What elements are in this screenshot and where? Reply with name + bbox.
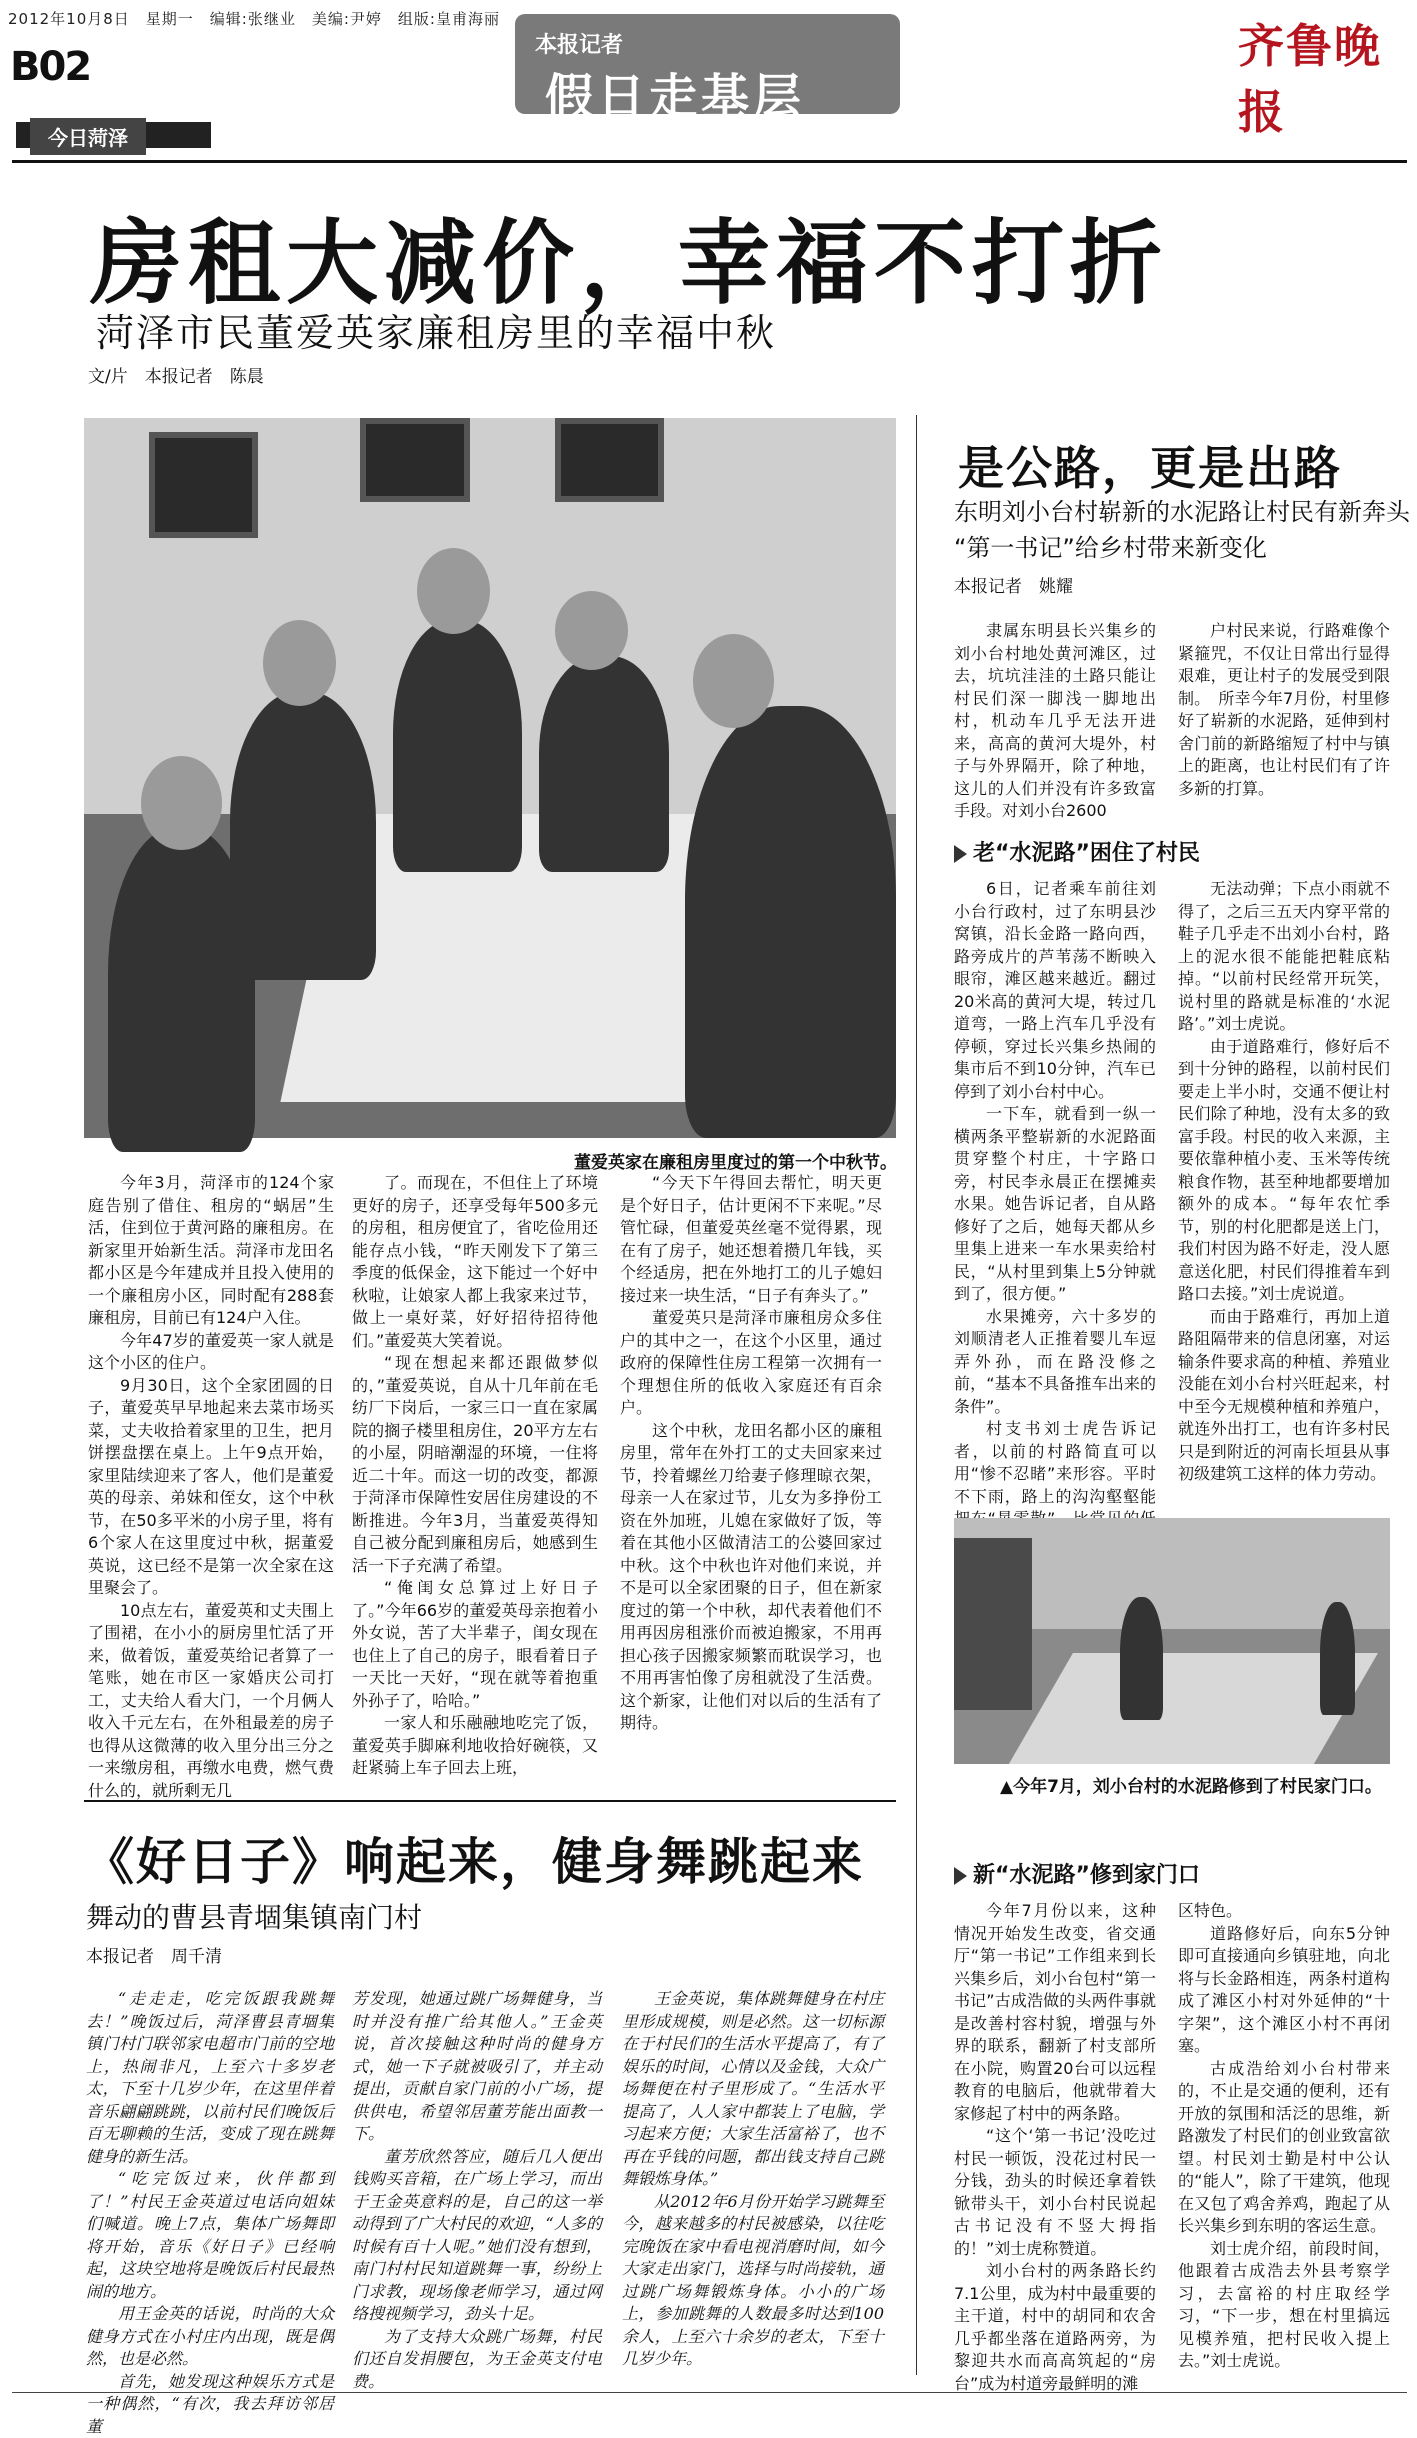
photo-face [263,620,336,706]
paragraph: 了。而现在，不但住上了环境更好的房子，还享受每年500多元的房租，租房便宜了，省吃俭用还能存点小钱，“昨天刚发下了第三季度的低保金，这下能过一个好中秋啦，让娘家人都上我家来过节，做上一桌好菜，好好招待招待他们。”董爱英大笑着说。 [352,1172,598,1352]
paragraph: “今天下午得回去帮忙，明天更是个好日子，估计更闲不下来呢。”尽管忙碌，但董爱英丝毫不觉得累，现在有了房子，她还想着攒几年钱，买个经适房，把在外地打工的儿子媳妇接过来一块生活，“日子有奔头了。” [620,1172,882,1307]
article1-photo-caption: 董爱英家在廉租房里度过的第一个中秋节。 [574,1148,897,1173]
paragraph: 董芳欣然答应，随后几人便出钱购买音箱，在广场上学习，而出于王金英意料的是，自己的这一举动得到了广大村民的欢迎，“人多的时候有百十人呢。”她们没有想到，南门村村民知道跳舞一事，纷纷上门求教，现场像老师学习，通过网络搜视频学习，劲头十足。 [352,2146,602,2326]
paragraph: 今年7月份以来，这种情况开始发生改变，省交通厅“第一书记”工作组来到长兴集乡后，刘小台包村“第一书记”古成浩做的头两件事就是改善村容村貌，增强与外界的联系，翻新了村支部所在小院，购置20台可以远程教育的电脑后，他就带着大家修起了村中的两条路。 [954,1900,1156,2125]
paragraph: “吃完饭过来，伙伴都到了！”村民王金英道过电话向姐妹们喊道。晚上7点，集体广场舞即将开始，音乐《好日子》已经响起，这块空地将是晚饭后村民最热闹的地方。 [86,2168,334,2303]
photo-frame [360,418,469,502]
paragraph: 10点左右，董爱英和丈夫围上了围裙，在小小的厨房里忙活了开来，做着饭，董爱英给记者算了一笔账，她在市区一家婚庆公司打工，丈夫给人看大门，一个月俩人收入千元左右，在外租最差的房子也得从这微薄的收入里分出三分之一来缴房租，再缴水电费，燃气费什么的，就所剩无几 [88,1600,334,1803]
article1-byline: 文/片 本报记者 陈晨 [88,362,264,387]
newspaper-logo: 齐鲁晚报 [1238,10,1417,142]
article2-intro-col-1 [954,620,1156,816]
article3-column-1 [86,1988,334,2380]
footer-rule [12,2392,1407,2393]
photo-person [685,706,896,1138]
article3-headline: 《好日子》响起来，健身舞跳起来 [84,1822,864,1894]
article1-column-3 [620,1172,882,1772]
article2-subhead-2 [954,1858,1200,1889]
article2-subhead-1 [954,836,1200,867]
article2-subheadline-2: “第一书记”给乡村带来新变化 [954,528,1267,563]
article2-headline: 是公路，更是出路 [958,432,1342,498]
page-number: B02 [10,44,90,90]
photo-worker [1120,1597,1164,1720]
article1-subheadline: 菏泽市民董爱英家廉租房里的幸福中秋 [96,302,776,357]
paragraph: 刘士虎介绍，前段时间，他跟着古成浩去外县考察学习，去富裕的村庄取经学习，“下一步，想在村里搞远见模养殖，把村民收入提上去。”刘士虎说。 [1178,2238,1390,2373]
paragraph: 而由于路难行，再加上道路阻隔带来的信息闭塞，对运输条件要求高的种植、养殖业没能在刘小台村兴旺起来，村中至今无规模种植和养殖户，就连外出打工，也有许多村民只是到附近的河南长垣县从事初级建筑工这样的体力劳动。 [1178,1306,1390,1486]
paragraph: “现在想起来都还跟做梦似的，”董爱英说，自从十几年前在毛纺厂下岗后，一家三口一直在家属院的搁子楼里租房住，20平方左右的小屋，阴暗潮湿的环境，一住将近二十年。而这一切的改变，都源于菏泽市保障性安居住房建设的不断推进。今年3月，当董爱英得知自己被分配到廉租房后，她感到生活一下子充满了希望。 [352,1352,598,1577]
paragraph: 芳发现，她通过跳广场舞健身，当时并没有推广给其他人。”王金英说，首次接触这种时尚的健身方式，她一下子就被吸引了，并主动提出，贡献自家门前的小广场，提供供电，希望邻居董芳能出面教一下。 [352,1988,602,2146]
paragraph: 一家人和乐融融地吃完了饭，董爱英手脚麻利地收拾好碗筷，又赶紧骑上车子回去上班， [352,1712,598,1780]
paragraph: “俺闺女总算过上好日子了。”今年66岁的董爱英母亲抱着小外女说，苦了大半辈子，闺女现在也住上了自己的房子，眼看着日子一天比一天好，“现在就等着抱重外孙子了，哈哈。” [352,1577,598,1712]
paragraph: 这个中秋，龙田名都小区的廉租房里，常年在外打工的丈夫回家来过节，拎着螺丝刀给妻子修理晾衣架，母亲一人在家过节，儿女为多挣份工资在外加班，儿媳在家做好了饭，等着在其他小区做清洁工的公婆回家过中秋。这个中秋也许对他们来说，并不是可以全家团聚的日子，但在新家度过的第一个中秋，却代表着他们不用再因房租涨价而被迫搬家，不用再担心孩子因搬家频繁而耽误学习，也不用再害怕像了房租就没了生活费。这个新家，让他们对以后的生活有了期待。 [620,1420,882,1735]
photo-face [693,634,774,728]
subhead-text: 新“水泥路”修到家门口 [973,1863,1200,1888]
paragraph: 由于道路难行，修好后不到十分钟的路程，以前村民们要走上半小时，交通不便让村民们除了种地，没有太多的致富手段。村民的收入来源，主要依靠种植小麦、玉米等传统粮食作物，甚至种地都要增加额外的成本。“每年农忙季节，别的村化肥都是送上门，我们村因为路不好走，没人愿意送化肥，村民们得推着车到路口去接。”刘士虎说道。 [1178,1036,1390,1306]
photo-person [539,656,669,872]
banner-big-text: 假日走基层 [545,58,805,127]
article3-subheadline: 舞动的曹县青堌集镇南门村 [86,1896,422,1936]
article-separator [84,1800,896,1802]
paragraph: 今年3月，菏泽市的124个家庭告别了借住、租房的“蜗居”生活，住到位于黄河路的廉租房。在新家里开始新生活。菏泽市龙田名都小区是今年建成并且投入使用的一个廉租房小区，同时配有288套廉租房，目前已有124户入住。 [88,1172,334,1330]
article2-sec2-col-2 [1178,1900,1390,2380]
paragraph: 一下车，就看到一纵一横两条平整崭新的水泥路面贯穿整个村庄，十字路口旁，村民李永晨正在摆摊卖水果。她告诉记者，自从路修好了之后，她每天都从乡里集上进来一车水果卖给村民，“从村里到集上5分钟就到了，很方便。” [954,1103,1156,1306]
photo-wall [954,1538,1032,1710]
paragraph: “这个‘第一书记’没吃过村民一顿饭，没花过村民一分钱，劲头的时候还拿着铁锨带头干，刘小台村民说起古书记没有不竖大拇指的！”刘士虎称赞道。 [954,2125,1156,2260]
article3-column-2 [352,1988,602,2380]
article1-photo [84,418,896,1138]
subhead-text: 老“水泥路”困住了村民 [973,841,1200,866]
article2-photo [954,1518,1390,1764]
paragraph: 道路修好后，向东5分钟即可直接通向乡镇驻地，向北将与长金路相连，两条村道构成了滩区小村对外延伸的“十字架”，这个滩区小村不再闭塞。 [1178,1923,1390,2058]
banner-small-text: 本报记者 [535,28,623,59]
paragraph: 刘小台村的两条路长约7.1公里，成为村中最重要的主干道，村中的胡同和农舍几乎都坐落在道路两旁，为黎迎共水而高高筑起的“房台”成为村道旁最鲜明的滩 [954,2260,1156,2395]
article2-sec1-col-2 [1178,878,1390,1510]
paragraph: 水果摊旁，六十多岁的刘顺清老人正推着婴儿车逗弄外孙，而在路没修之前，“基本不具备推车出来的条件”。 [954,1306,1156,1419]
issue-meta: 2012年10月8日 星期一 编辑:张继业 美编:尹婷 组版:皇甫海丽 [8,8,500,29]
arrow-icon [954,845,967,863]
photo-face [141,756,222,850]
paragraph: 王金英说，集体跳舞健身在村庄里形成规模，则是必然。这一切标源在于村民们的生活水平提高了，有了娱乐的时间，心情以及金钱，大众广场舞便在村子里形成了。“生活水平提高了，人人家中都装上了电脑，学习起来方便；大家生活富裕了，也不再在乎钱的问题，都出钱支持自己跳舞锻炼身体。” [622,1988,884,2191]
paragraph: 隶属东明县长兴集乡的刘小台村地处黄河滩区，过去，坑坑洼洼的土路只能让村民们深一脚浅一脚地出村，机动车几乎无法开进来，高高的黄河大堤外，村子与外界隔开，除了种地，这儿的人们并没有许多致富手段。对刘小台2600 [954,620,1156,823]
paragraph: 从2012年6月份开始学习跳舞至今，越来越多的村民被感染，以往吃完晚饭在家中看电视消磨时间，如今大家走出家门，选择与时尚接轨，通过跳广场舞锻炼身体。小小的广场上，参加跳舞的人数最多时达到100余人，上至六十余岁的老太，下至十几岁少年。 [622,2191,884,2371]
paragraph: 用王金英的话说，时尚的大众健身方式在小村庄内出现，既是偶然，也是必然。 [86,2303,334,2371]
section-label: 今日菏泽 [30,118,146,155]
article2-photo-caption: ▲今年7月，刘小台村的水泥路修到了村民家门口。 [1000,1772,1382,1797]
photo-face [417,548,490,634]
paragraph: 为了支持大众跳广场舞，村民们还自发捐腰包，为王金英支付电费。 [352,2326,602,2394]
article2-subheadline-1: 东明刘小台村崭新的水泥路让村民有新奔头 [954,492,1410,527]
photo-person [230,692,376,980]
article2-sec2-col-1 [954,1900,1156,2380]
photo-frame [149,432,258,538]
article1-column-1 [88,1172,334,1772]
article2-byline: 本报记者 姚耀 [954,572,1073,597]
article3-column-3 [622,1988,884,2380]
photo-person [393,620,523,872]
header-rule [12,160,1407,163]
paragraph: 无法动弹；下点小雨就不得了，之后三五天内穿平常的鞋子几乎走不出刘小台村，路上的泥水很不能能把鞋底粘掉。“以前村民经常开玩笑，说村里的路就是标准的‘水泥路’。”刘士虎说。 [1178,878,1390,1036]
paragraph: 古成浩给刘小台村带来的，不止是交通的便利，还有开放的氛围和活泛的思维，新路激发了村民们的创业致富欲望。村民刘士勤是村中公认的“能人”，除了干建筑，他现在又包了鸡舍养鸡，跑起了从长兴集乡到东明的客运生意。 [1178,2058,1390,2238]
article1-headline: 房租大减价，幸福不打折 [90,190,1168,322]
photo-frame [555,418,664,502]
article2-intro-col-2 [1178,620,1390,816]
paragraph: 今年47岁的董爱英一家人就是这个小区的住户。 [88,1330,334,1375]
paragraph: 村支书刘士虎告诉记者，以前的村路简直可以用“惨不忍睹”来形容。平时不下雨，路上的沟沟壑壑能 [954,1418,1156,1576]
paragraph: 户村民来说，行路难像个紧箍咒，不仅让日常出行显得艰难，更让村子的发展受到限制。 所幸今年7月份，村里修好了崭新的水泥路，延伸到村舍门前的新路缩短了村中与镇上的距离，也让村民们有了许多新的打算。 [1178,620,1390,800]
article2-sec1-col-1 [954,878,1156,1510]
photo-worker [1320,1602,1355,1715]
paragraph: 6日，记者乘车前往刘小台行政村，过了东明县沙窝镇，沿长金路一路向西，路旁成片的芦苇荡不断映入眼帘，滩区越来越近。翻过20米高的黄河大堤，转过几道弯，一路上汽车几乎没有停顿，穿过长兴集乡热闹的集市后不到10分钟，汽车已停到了刘小台村中心。 [954,878,1156,1103]
paragraph: 区特色。 [1178,1900,1390,1923]
paragraph: 董爱英只是菏泽市廉租房众多住户的其中之一，在这个小区里，通过政府的保障性住房工程第一次拥有一个理想住所的低收入家庭还有百余户。 [620,1307,882,1420]
paragraph: “走走走，吃完饭跟我跳舞去！”晚饭过后，菏泽曹县青堌集镇门村门联邻家电超市门前的空地上，热闹非凡，上至六十多岁老太，下至十几岁少年，在这里伴着音乐翩翩跳跳，以前村民们晚饭后百无聊赖的生活，变成了现在跳舞健身的新生活。 [86,1988,334,2168]
arrow-icon [954,1867,967,1885]
article3-byline: 本报记者 周千清 [86,1942,222,1967]
article1-column-2 [352,1172,598,1772]
photo-face [555,591,628,670]
column-divider [916,415,917,2375]
paragraph: 首先，她发现这种娱乐方式是一种偶然，“有次，我去拜访邻居董 [86,2371,334,2438]
paragraph: 9月30日，这个全家团圆的日子，董爱英早早地起来去菜市场买菜，丈夫收拾着家里的卫生，把月饼摆盘摆在桌上。上午9点开始，家里陆续迎来了客人，他们是董爱英的母亲、弟妹和侄女，这个中秋节，在50多平米的小房子里，将有6个家人在这里度过中秋，据董爱英说，这已经不是第一次全家在这里聚会了。 [88,1375,334,1600]
column-banner [515,14,900,114]
